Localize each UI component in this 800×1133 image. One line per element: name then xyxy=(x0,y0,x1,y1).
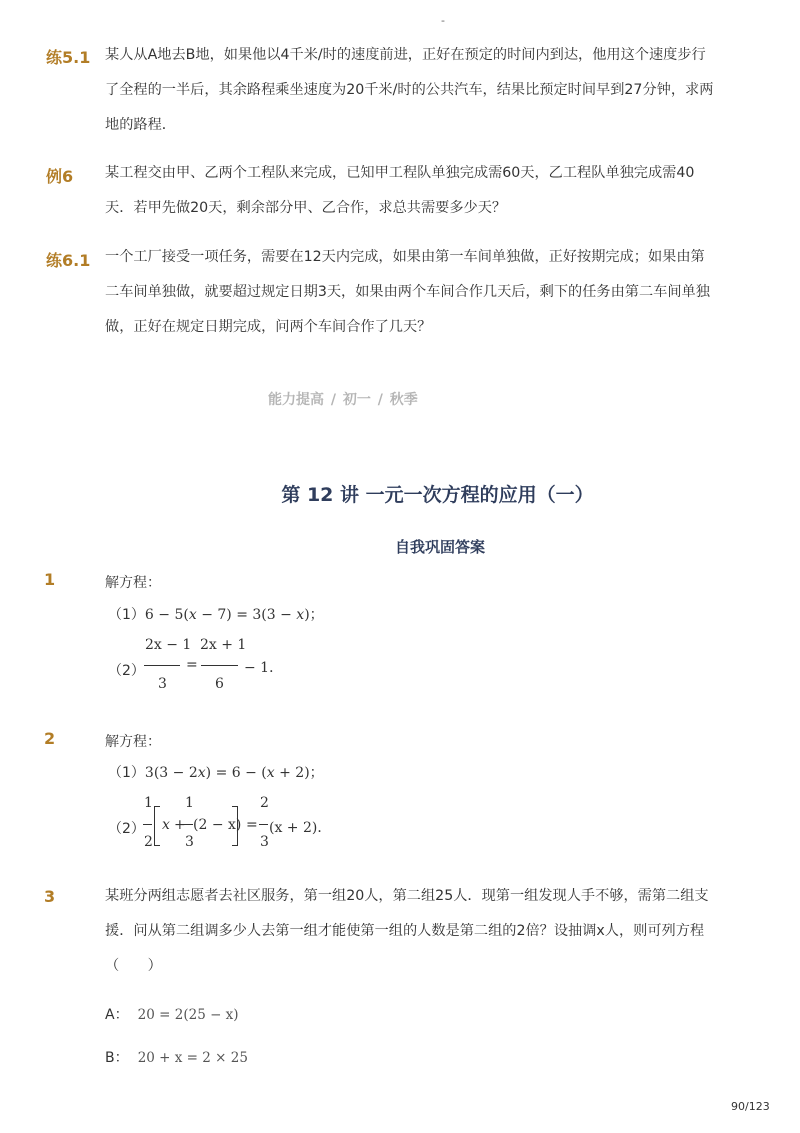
exercise-label-5-1: 练5.1 xyxy=(46,48,91,67)
fraction-bar xyxy=(259,824,268,825)
example-6-text xyxy=(105,156,730,226)
lecture-title: 第 12 讲 一元一次方程的应用（一） xyxy=(281,484,594,506)
question-number-2: 2 xyxy=(44,729,56,748)
text-line: 援．问从第二组调多少人去第一组才能使第一组的人数是第二组的2倍？设抽调x人，则可列方程 xyxy=(105,923,705,939)
option-expression: 20 + x = 2 × 25 xyxy=(137,1050,248,1066)
fraction-denominator: 3 xyxy=(185,834,194,850)
fraction-numerator: 2x − 1 xyxy=(145,637,192,653)
equation-tail: − 1． xyxy=(244,660,284,676)
variable-x: x xyxy=(296,607,305,623)
variable-x: x xyxy=(188,607,197,623)
fraction-numerator: 1 xyxy=(144,795,153,811)
equals-sign: = xyxy=(186,657,198,673)
equation-part: + 2)； xyxy=(274,765,324,781)
fraction-denominator: 2 xyxy=(144,834,153,850)
text-line: 天．若甲先做20天，剩余部分甲、乙合作，求总共需要多少天？ xyxy=(105,200,507,216)
fraction-numerator: 2x + 1 xyxy=(200,637,247,653)
exercise-label-6-1: 练6.1 xyxy=(46,251,91,270)
fraction-numerator: 1 xyxy=(185,795,194,811)
text-line: 做，正好在规定日期完成，问两个车间合作了几天？ xyxy=(105,319,432,335)
example-label-6: 例6 xyxy=(46,167,74,186)
fraction-denominator: 6 xyxy=(215,676,224,692)
question-number-3: 3 xyxy=(44,887,56,906)
part-label: （2） xyxy=(108,663,145,679)
text-line: （ ） xyxy=(105,958,162,974)
page-number: 90/123 xyxy=(731,1100,770,1113)
equation-tail: (x + 2)． xyxy=(269,820,332,836)
equals-sign: = xyxy=(246,817,258,833)
question-2-part-1 xyxy=(108,762,324,782)
text-line: 二车间单独做，就要超过规定日期3天，如果由两个车间合作几天后，剩下的任务由第二车间单独 xyxy=(105,284,710,300)
inner-expression: (2 − x) xyxy=(193,817,242,833)
equation-part: 6 − 5( xyxy=(144,607,189,623)
question-number-1: 1 xyxy=(44,570,56,589)
fraction-bar xyxy=(201,665,238,666)
variable-x: x xyxy=(197,765,206,781)
question-1-prompt: 解方程： xyxy=(105,575,161,591)
equation-part: ) = 6 − ( xyxy=(205,765,267,781)
exercise-5-1-text xyxy=(105,38,730,143)
equation-part: )； xyxy=(304,607,324,623)
question-1-part-1 xyxy=(108,604,324,624)
header-dash: - xyxy=(441,14,445,27)
equation-part: 3(3 − 2 xyxy=(144,765,198,781)
part-label: （1） xyxy=(108,765,145,781)
fraction-denominator: 3 xyxy=(158,676,167,692)
text-line: 地的路程． xyxy=(105,117,176,133)
fraction-bar xyxy=(184,824,193,825)
exercise-6-1-text xyxy=(105,240,730,345)
part-label: （1） xyxy=(108,607,145,623)
text-line: 某人从A地去B地，如果他以4千米/时的速度前进，正好在预定的时间内到达，他用这个速度步行 xyxy=(105,47,706,63)
text-line: 一个工厂接受一项任务，需要在12天内完成，如果由第一车间单独做，正好按期完成；如果由第 xyxy=(105,249,705,265)
option-expression: 20 = 2(25 − x) xyxy=(137,1007,239,1023)
option-b[interactable] xyxy=(105,1047,248,1067)
option-a[interactable] xyxy=(105,1004,239,1024)
variable-x: x xyxy=(266,765,275,781)
text-line: 某班分两组志愿者去社区服务，第一组20人，第二组25人．现第一组发现人手不够，需第二组支 xyxy=(105,888,709,904)
left-bracket xyxy=(154,806,160,846)
fraction-denominator: 3 xyxy=(260,834,269,850)
section-title: 自我巩固答案 xyxy=(394,538,485,556)
breadcrumb: 能力提高 / 初一 / 秋季 xyxy=(268,392,418,408)
right-bracket xyxy=(232,806,238,846)
option-label: B： xyxy=(105,1050,129,1066)
question-3-text xyxy=(105,879,730,984)
option-label: A： xyxy=(105,1007,129,1023)
equation-part: − 7) = 3(3 − xyxy=(196,607,297,623)
question-2-prompt: 解方程： xyxy=(105,734,161,750)
fraction-bar xyxy=(144,665,180,666)
plus-sign: + xyxy=(174,817,186,833)
variable-x: x xyxy=(162,817,170,833)
text-line: 了全程的一半后，其余路程乘坐速度为20千米/时的公共汽车，结果比预定时间早到27分钟，求两 xyxy=(105,82,714,98)
fraction-bar xyxy=(143,824,152,825)
text-line: 某工程交由甲、乙两个工程队来完成，已知甲工程队单独完成需60天，乙工程队单独完成需40 xyxy=(105,165,695,181)
fraction-numerator: 2 xyxy=(260,795,269,811)
part-label: （2） xyxy=(108,821,145,837)
